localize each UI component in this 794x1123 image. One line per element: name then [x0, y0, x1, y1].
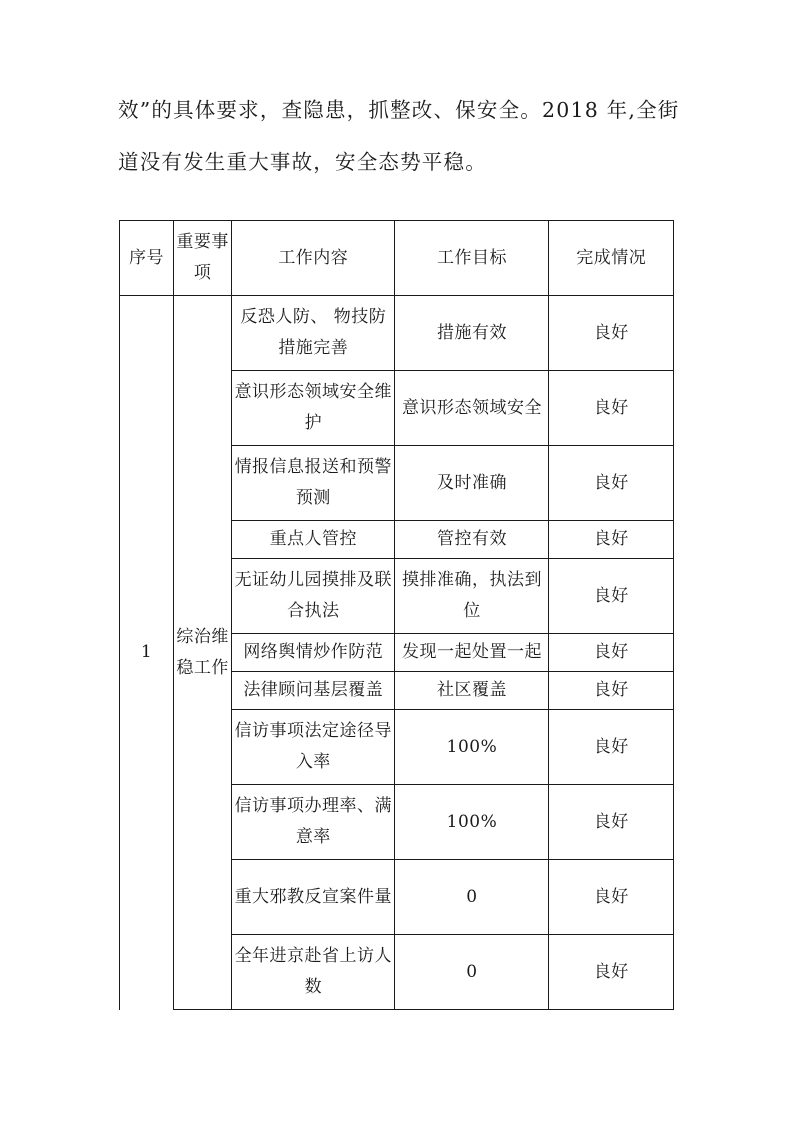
- goal-cell: 100%: [395, 710, 549, 785]
- status-cell: 良好: [549, 860, 674, 935]
- goal-cell: 摸排准确，执法到位: [395, 559, 549, 634]
- content-cell: 信访事项法定途径导入率: [232, 710, 395, 785]
- status-cell: 良好: [549, 672, 674, 710]
- header-seq: 序号: [120, 221, 174, 296]
- status-cell: 良好: [549, 371, 674, 446]
- content-cell: 反恐人防、 物技防措施完善: [232, 296, 395, 371]
- paragraph-line-1: 效”的具体要求，查隐患，抓整改、保安全。2018 年,全街: [118, 98, 680, 122]
- status-cell: 良好: [549, 296, 674, 371]
- content-cell: 法律顾问基层覆盖: [232, 672, 395, 710]
- content-cell: 情报信息报送和预警预测: [232, 446, 395, 521]
- status-cell: 良好: [549, 785, 674, 860]
- work-table: [119, 220, 674, 1010]
- content-cell: 意识形态领域安全维护: [232, 371, 395, 446]
- item-cell: 综治维稳工作: [174, 296, 232, 1010]
- goal-cell: 发现一起处置一起: [395, 634, 549, 672]
- goal-cell: 及时准确: [395, 446, 549, 521]
- content-cell: 重点人管控: [232, 521, 395, 559]
- content-cell: 网络舆情炒作防范: [232, 634, 395, 672]
- goal-cell: 社区覆盖: [395, 672, 549, 710]
- status-cell: 良好: [549, 446, 674, 521]
- paragraph-line-2: 道没有发生重大事故，安全态势平稳。: [118, 150, 487, 174]
- content-cell: 重大邪教反宣案件量: [232, 860, 395, 935]
- status-cell: 良好: [549, 521, 674, 559]
- goal-cell: 管控有效: [395, 521, 549, 559]
- header-item: 重要事项: [174, 221, 232, 296]
- status-cell: 良好: [549, 710, 674, 785]
- status-cell: 良好: [549, 935, 674, 1010]
- table-header-row: [120, 221, 674, 296]
- goal-cell: 措施有效: [395, 296, 549, 371]
- content-cell: 无证幼儿园摸排及联合执法: [232, 559, 395, 634]
- goal-cell: 100%: [395, 785, 549, 860]
- table-row: [120, 296, 674, 371]
- status-cell: 良好: [549, 559, 674, 634]
- status-cell: 良好: [549, 634, 674, 672]
- content-cell: 信访事项办理率、满意率: [232, 785, 395, 860]
- header-goal: 工作目标: [395, 221, 549, 296]
- goal-cell: 0: [395, 935, 549, 1010]
- goal-cell: 0: [395, 860, 549, 935]
- header-content: 工作内容: [232, 221, 395, 296]
- goal-cell: 意识形态领域安全: [395, 371, 549, 446]
- header-status: 完成情况: [549, 221, 674, 296]
- seq-cell: 1: [120, 296, 174, 1010]
- content-cell: 全年进京赴省上访人数: [232, 935, 395, 1010]
